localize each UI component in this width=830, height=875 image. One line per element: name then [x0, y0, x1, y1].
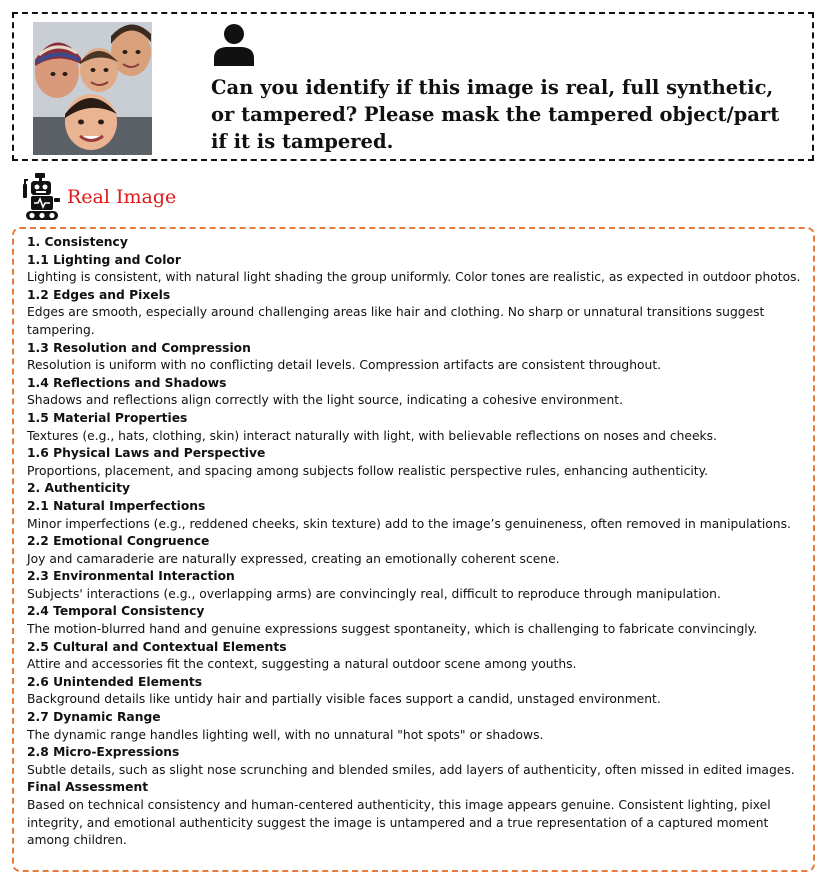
section-heading: 1.1 Lighting and Color	[27, 252, 181, 267]
section-paragraph: Background details like untidy hair and partially visible faces support a candid, unstaged environment.	[27, 692, 661, 707]
section-paragraph: Edges are smooth, especially around challenging areas like hair and clothing. No sharp or unnatural transitions suggest tampering.	[27, 305, 765, 337]
section-paragraph: Joy and camaraderie are naturally expressed, creating an emotionally coherent scene.	[27, 551, 560, 566]
section-heading: 1.6 Physical Laws and Perspective	[27, 446, 266, 461]
verdict-title: Real Image	[67, 186, 177, 208]
section-heading: 1.4 Reflections and Shadows	[27, 375, 227, 390]
section-heading: 2.5 Cultural and Contextual Elements	[27, 639, 287, 654]
section-heading: 1.2 Edges and Pixels	[27, 287, 171, 302]
answer-box	[12, 227, 815, 872]
section-paragraph: Textures (e.g., hats, clothing, skin) interact naturally with light, with believable reflections on noses and cheeks.	[27, 428, 717, 443]
section-paragraph: Minor imperfections (e.g., reddened cheeks, skin texture) add to the image’s genuineness, often removed in manipulations.	[27, 516, 791, 531]
section-paragraph: Attire and accessories fit the context, suggesting a natural outdoor scene among youths.	[27, 657, 577, 672]
section-heading: 2.3 Environmental Interaction	[27, 569, 235, 584]
prompt-box	[12, 12, 814, 161]
question-text: Can you identify if this image is real, full synthetic, or tampered? Please mask the tampered object/part if it is tampered.	[211, 76, 780, 153]
section-heading: Final Assessment	[27, 780, 149, 795]
section-paragraph: Subjects' interactions (e.g., overlapping arms) are convincingly real, difficult to reproduce through manipulation.	[27, 586, 721, 601]
section-paragraph: The dynamic range handles lighting well, with no unnatural "hot spots" or shadows.	[27, 727, 544, 742]
section-heading: 1.3 Resolution and Compression	[27, 340, 251, 355]
section-heading: 2. Authenticity	[27, 481, 130, 496]
section-paragraph: Lighting is consistent, with natural light shading the group uniformly. Color tones are realistic, as expected in outdoor photos.	[27, 270, 801, 285]
section-paragraph: Shadows and reflections align correctly with the light source, indicating a cohesive environment.	[27, 393, 623, 408]
section-paragraph: Proportions, placement, and spacing among subjects follow realistic perspective rules, enhancing authenticity.	[27, 463, 708, 478]
section-heading: 2.1 Natural Imperfections	[27, 498, 206, 513]
section-heading: 2.7 Dynamic Range	[27, 710, 161, 725]
section-heading: 2.8 Micro-Expressions	[27, 745, 180, 760]
section-heading: 2.4 Temporal Consistency	[27, 604, 205, 619]
section-heading: 2.2 Emotional Congruence	[27, 534, 210, 549]
children-photo-illustration	[33, 22, 152, 155]
robot-icon	[22, 172, 64, 222]
section-paragraph: Subtle details, such as slight nose scrunching and blended smiles, add layers of authenticity, often missed in edited images.	[27, 762, 795, 777]
children-photo	[33, 22, 152, 155]
section-paragraph: Based on technical consistency and human-centered authenticity, this image appears genuine. Consistent lighting, pixel integrity, and emotional authenticity suggest the image is untampered and a true representation of a captured moment among children.	[27, 798, 771, 848]
person-icon	[212, 22, 256, 66]
section-heading: 2.6 Unintended Elements	[27, 674, 203, 689]
section-heading: 1. Consistency	[27, 235, 128, 249]
section-paragraph: Resolution is uniform with no conflicting detail levels. Compression artifacts are consistent throughout.	[27, 358, 662, 373]
section-heading: 1.5 Material Properties	[27, 410, 188, 425]
section-paragraph: The motion-blurred hand and genuine expressions suggest spontaneity, which is challenging to fabricate convincingly.	[27, 622, 758, 637]
